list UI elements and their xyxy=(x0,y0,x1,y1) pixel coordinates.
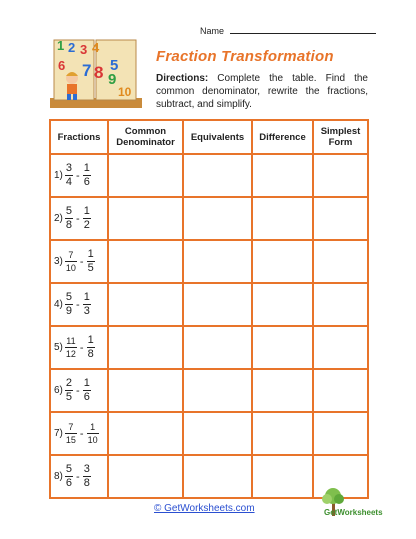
fraction-table xyxy=(49,119,369,499)
first-fraction xyxy=(65,163,73,188)
first-numerator: 2 xyxy=(65,377,73,389)
first-denominator: 6 xyxy=(65,477,73,489)
common-denominator-cell[interactable] xyxy=(108,326,183,369)
problem-number: 8) xyxy=(54,471,63,482)
second-denominator: 5 xyxy=(87,262,94,274)
second-fraction xyxy=(83,292,91,317)
second-numerator: 3 xyxy=(83,463,90,475)
problem-number: 5) xyxy=(54,342,63,353)
second-numerator: 1 xyxy=(83,377,90,389)
problem-number: 4) xyxy=(54,299,63,310)
table-row xyxy=(50,412,368,455)
second-numerator: 1 xyxy=(83,162,90,174)
second-fraction xyxy=(87,422,99,445)
first-denominator: 10 xyxy=(65,263,76,273)
header-equivalents: Equivalents xyxy=(183,120,252,154)
name-line[interactable] xyxy=(230,24,376,34)
first-fraction xyxy=(65,250,77,273)
first-denominator: 5 xyxy=(65,391,73,403)
table-body xyxy=(50,154,368,498)
common-denominator-cell[interactable] xyxy=(108,283,183,326)
minus-sign: - xyxy=(79,427,84,440)
first-fraction xyxy=(65,292,73,317)
common-denominator-cell[interactable] xyxy=(108,154,183,197)
first-denominator: 8 xyxy=(65,219,73,231)
minus-sign: - xyxy=(79,255,84,268)
simplest-form-cell[interactable] xyxy=(313,154,368,197)
equivalents-cell[interactable] xyxy=(183,412,252,455)
digit-3: 3 xyxy=(80,42,88,57)
equivalents-cell[interactable] xyxy=(183,154,252,197)
difference-cell[interactable] xyxy=(252,154,313,197)
first-fraction xyxy=(65,464,73,489)
table-row xyxy=(50,326,368,369)
first-numerator: 11 xyxy=(66,336,76,346)
first-numerator: 5 xyxy=(65,463,73,475)
problem-number: 7) xyxy=(54,428,63,439)
simplest-form-cell[interactable] xyxy=(313,283,368,326)
table-row xyxy=(50,283,368,326)
fraction-problem-cell xyxy=(50,455,108,498)
difference-cell[interactable] xyxy=(252,369,313,412)
second-fraction xyxy=(83,163,91,188)
simplest-form-cell[interactable] xyxy=(313,326,368,369)
minus-sign: - xyxy=(76,169,80,182)
digit-5: 5 xyxy=(110,57,119,74)
equivalents-cell[interactable] xyxy=(183,197,252,240)
table-header-row xyxy=(50,120,368,154)
table-row xyxy=(50,154,368,197)
second-fraction xyxy=(87,249,95,274)
second-denominator: 8 xyxy=(87,348,94,360)
table-row xyxy=(50,197,368,240)
header-fractions: Fractions xyxy=(50,120,108,154)
second-denominator: 2 xyxy=(83,219,90,231)
first-numerator: 7 xyxy=(68,422,74,432)
second-denominator: 6 xyxy=(83,176,90,188)
table-row xyxy=(50,240,368,283)
second-numerator: 1 xyxy=(87,248,94,260)
logo-text: GetWorksheets xyxy=(324,508,383,517)
common-denominator-cell[interactable] xyxy=(108,369,183,412)
simplest-form-cell[interactable] xyxy=(313,240,368,283)
common-denominator-cell[interactable] xyxy=(108,455,183,498)
second-fraction xyxy=(83,378,91,403)
child-leg-right xyxy=(73,94,77,100)
worksheet-title: Fraction Transformation xyxy=(156,48,334,65)
first-numerator: 5 xyxy=(65,205,73,217)
first-fraction xyxy=(65,206,73,231)
digit-4: 4 xyxy=(92,40,100,55)
first-fraction xyxy=(65,422,77,445)
table-row xyxy=(50,369,368,412)
minus-sign: - xyxy=(76,212,80,225)
problem-number: 3) xyxy=(54,256,63,267)
second-fraction xyxy=(83,206,91,231)
name-label: Name xyxy=(200,26,225,36)
problem-number: 6) xyxy=(54,385,63,396)
first-fraction xyxy=(65,378,73,403)
tree-logo-icon xyxy=(314,486,374,526)
second-fraction xyxy=(87,335,95,360)
minus-sign: - xyxy=(76,470,80,483)
difference-cell[interactable] xyxy=(252,197,313,240)
header-common-denominator: Common Denominator xyxy=(108,120,183,154)
directions-text: Complete the table. Find the common denominator, rewrite the fractions, subtract, and simplify. xyxy=(156,73,368,110)
first-fraction xyxy=(65,336,77,359)
difference-cell[interactable] xyxy=(252,283,313,326)
digit-10: 10 xyxy=(118,85,132,99)
common-denominator-cell[interactable] xyxy=(108,240,183,283)
child-leg-left xyxy=(67,94,71,100)
problem-number: 1) xyxy=(54,170,63,181)
fraction-problem-cell xyxy=(50,197,108,240)
digit-7: 7 xyxy=(82,61,92,80)
difference-cell[interactable] xyxy=(252,240,313,283)
equivalents-cell[interactable] xyxy=(183,283,252,326)
name-field xyxy=(200,24,376,36)
first-numerator: 7 xyxy=(68,250,74,260)
first-numerator: 5 xyxy=(65,291,73,303)
first-denominator: 12 xyxy=(65,349,76,359)
digit-6: 6 xyxy=(58,58,66,73)
digit-9: 9 xyxy=(108,71,117,88)
second-numerator: 1 xyxy=(90,422,96,432)
fraction-problem-cell xyxy=(50,283,108,326)
equivalents-cell[interactable] xyxy=(183,369,252,412)
fraction-problem-cell xyxy=(50,412,108,455)
common-denominator-cell[interactable] xyxy=(108,412,183,455)
numbers-book-illustration xyxy=(48,36,144,110)
simplest-form-cell[interactable] xyxy=(313,369,368,412)
footer-link[interactable]: © GetWorksheets.com xyxy=(154,503,255,514)
first-numerator: 3 xyxy=(65,162,73,174)
second-numerator: 1 xyxy=(83,205,90,217)
second-fraction xyxy=(83,464,91,489)
minus-sign: - xyxy=(79,341,84,354)
simplest-form-cell[interactable] xyxy=(313,412,368,455)
equivalents-cell[interactable] xyxy=(183,455,252,498)
second-denominator: 3 xyxy=(83,305,90,317)
equivalents-cell[interactable] xyxy=(183,326,252,369)
child-shirt xyxy=(67,84,77,94)
simplest-form-cell[interactable] xyxy=(313,197,368,240)
directions-label: Directions: xyxy=(156,73,209,84)
fraction-problem-cell xyxy=(50,326,108,369)
minus-sign: - xyxy=(76,384,80,397)
minus-sign: - xyxy=(76,298,80,311)
header-difference: Difference xyxy=(252,120,313,154)
second-denominator: 10 xyxy=(87,435,98,445)
second-denominator: 8 xyxy=(83,477,90,489)
second-denominator: 6 xyxy=(83,391,90,403)
difference-cell[interactable] xyxy=(252,412,313,455)
digit-2: 2 xyxy=(68,40,76,55)
fraction-problem-cell xyxy=(50,369,108,412)
fraction-problem-cell xyxy=(50,154,108,197)
fraction-problem-cell xyxy=(50,240,108,283)
first-denominator: 15 xyxy=(65,435,76,445)
second-numerator: 1 xyxy=(87,334,94,346)
common-denominator-cell[interactable] xyxy=(108,197,183,240)
second-numerator: 1 xyxy=(83,291,90,303)
difference-cell[interactable] xyxy=(252,326,313,369)
first-denominator: 9 xyxy=(65,305,73,317)
directions xyxy=(156,72,368,111)
problem-number: 2) xyxy=(54,213,63,224)
first-denominator: 4 xyxy=(65,176,73,188)
digit-8: 8 xyxy=(94,63,104,82)
digit-1: 1 xyxy=(57,38,65,53)
difference-cell[interactable] xyxy=(252,455,313,498)
equivalents-cell[interactable] xyxy=(183,240,252,283)
header-simplest-form: Simplest Form xyxy=(313,120,368,154)
